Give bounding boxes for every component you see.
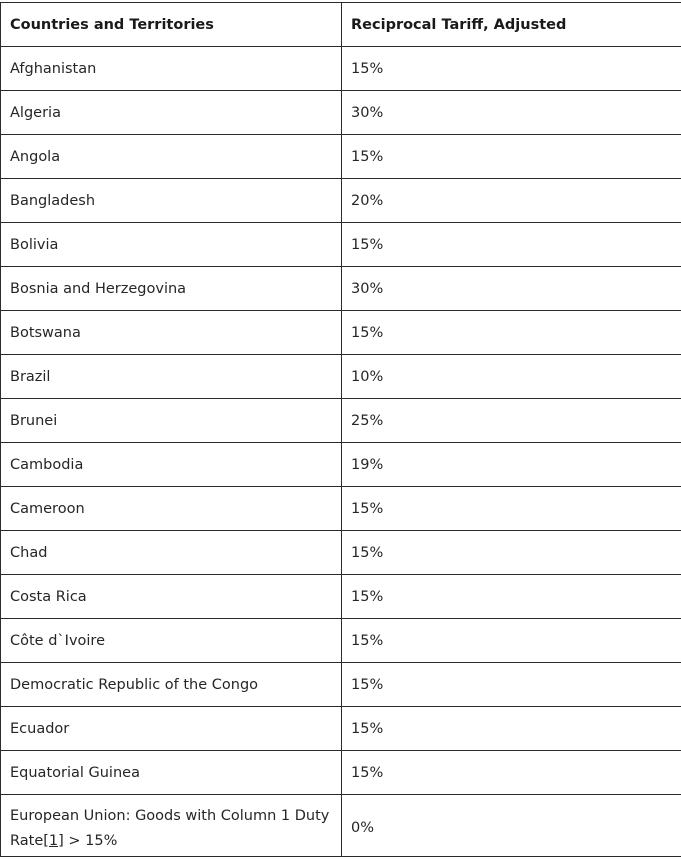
country-line1: European Union: Goods with Column 1 Duty	[10, 807, 330, 824]
table-row	[1, 663, 681, 707]
country-cell	[1, 795, 342, 857]
table-row	[1, 47, 681, 91]
tariff-cell: 30%	[342, 267, 681, 311]
table-row	[1, 91, 681, 135]
table-row	[1, 399, 681, 443]
country-cell: Costa Rica	[1, 575, 342, 619]
table-row	[1, 575, 681, 619]
country-cell: Algeria	[1, 91, 342, 135]
country-cell: Afghanistan	[1, 47, 342, 91]
table-row-eu	[1, 795, 681, 857]
country-suffix: > 15%	[63, 832, 118, 849]
table-row	[1, 707, 681, 751]
table-row	[1, 619, 681, 663]
table-row	[1, 267, 681, 311]
tariff-cell: 15%	[342, 663, 681, 707]
tariff-cell: 15%	[342, 223, 681, 267]
country-cell: Democratic Republic of the Congo	[1, 663, 342, 707]
table-row	[1, 531, 681, 575]
country-cell: Ecuador	[1, 707, 342, 751]
country-cell: Angola	[1, 135, 342, 179]
table-row	[1, 443, 681, 487]
table-row	[1, 223, 681, 267]
table-row	[1, 311, 681, 355]
table-row	[1, 179, 681, 223]
tariff-cell: 20%	[342, 179, 681, 223]
country-prefix: Rate	[10, 832, 44, 849]
country-cell: Bolivia	[1, 223, 342, 267]
tariff-table	[0, 2, 681, 857]
table-row	[1, 135, 681, 179]
country-cell: Chad	[1, 531, 342, 575]
tariff-cell: 15%	[342, 575, 681, 619]
tariff-cell: 15%	[342, 47, 681, 91]
country-cell: Bosnia and Herzegovina	[1, 267, 342, 311]
country-cell: Cameroon	[1, 487, 342, 531]
country-cell: Bangladesh	[1, 179, 342, 223]
tariff-cell: 15%	[342, 311, 681, 355]
tariff-cell: 10%	[342, 355, 681, 399]
tariff-cell: 30%	[342, 91, 681, 135]
table-row	[1, 487, 681, 531]
table-body	[1, 47, 681, 857]
tariff-cell: 15%	[342, 487, 681, 531]
country-cell: Côte d`Ivoire	[1, 619, 342, 663]
table-row	[1, 355, 681, 399]
tariff-cell: 15%	[342, 135, 681, 179]
table-row	[1, 751, 681, 795]
footnote-link[interactable]: [1]	[43, 832, 64, 849]
header-countries: Countries and Territories	[1, 3, 342, 47]
tariff-cell: 25%	[342, 399, 681, 443]
country-cell: Botswana	[1, 311, 342, 355]
country-cell: Cambodia	[1, 443, 342, 487]
tariff-cell: 15%	[342, 531, 681, 575]
country-cell: Brazil	[1, 355, 342, 399]
table-header-row	[1, 3, 681, 47]
tariff-cell: 15%	[342, 751, 681, 795]
country-cell: Equatorial Guinea	[1, 751, 342, 795]
country-cell: Brunei	[1, 399, 342, 443]
header-tariff: Reciprocal Tariff, Adjusted	[342, 3, 681, 47]
tariff-cell: 15%	[342, 707, 681, 751]
tariff-cell: 19%	[342, 443, 681, 487]
tariff-cell: 0%	[342, 795, 681, 857]
tariff-cell: 15%	[342, 619, 681, 663]
